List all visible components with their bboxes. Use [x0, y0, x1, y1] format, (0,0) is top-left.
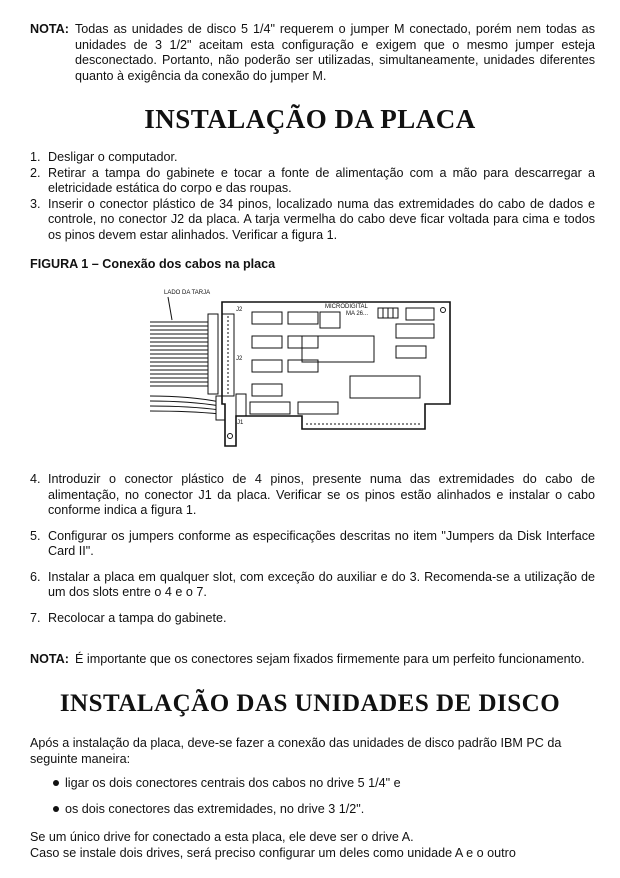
steps-list-a — [30, 150, 595, 243]
step-number: 4. — [30, 472, 41, 486]
label-j2-top: J2 — [236, 307, 243, 313]
step-item — [30, 529, 595, 560]
step-text: Recolocar a tampa do gabinete. — [48, 610, 227, 625]
step-text: Inserir o conector plástico de 34 pinos, localizado numa das extremidades do cabo de dados e controle, no conector J2 da placa. A tarja vermelha do cabo deve ficar voltada para cima e todos os pinos devem estar alinhados. Verificar a figura 1. — [48, 196, 595, 242]
bullet-text: ligar os dois conectores centrais dos cabos no drive 5 1/4" e — [65, 776, 401, 790]
step-number: 6. — [30, 569, 41, 584]
bullet-item — [53, 802, 364, 818]
step-text: Retirar a tampa do gabinete e tocar a fonte de alimentação com a mão para descarregar a eletricidade estática do corpo e das roupas. — [48, 165, 595, 195]
bullet-text: os dois conectores das extremidades, no drive 3 1/2". — [65, 802, 365, 816]
heading-instalacao-unidades: INSTALAÇÃO DAS UNIDADES DE DISCO — [59, 690, 561, 717]
note-label: NOTA: — [30, 22, 69, 36]
bullet-dot-icon — [53, 780, 59, 786]
step-text: Desligar o computador. — [48, 150, 178, 164]
step-item — [30, 472, 595, 519]
step-number: 1. — [30, 150, 41, 164]
bullet-dot-icon — [53, 806, 59, 812]
label-brand: MICRODIGITAL — [325, 304, 368, 310]
heading-instalacao-placa: INSTALAÇÃO DA PLACA — [144, 104, 476, 134]
label-j1: J1 — [237, 420, 244, 426]
step-text: Instalar a placa em qualquer slot, com exceção do auxiliar e do 3. Recomenda-se a utilização de um dos slots entre o 4 e o 7. — [48, 569, 595, 599]
note-conectores — [30, 652, 595, 668]
note-text: Todas as unidades de disco 5 1/4" requerem o jumper M conectado, porém nem todas as unidades de 3 1/2" aceitam esta configuração e exigem que o mesmo jumper esteja desconectado. Portanto, não poderão ser utilizadas, simultaneamente, unidades diferentes quanto à exigência da conexão do jumper M. — [75, 22, 595, 83]
step-text: Configurar os jumpers conforme as especificações descritas no item "Jumpers da Disk Interface Card II". — [48, 528, 595, 558]
note-jumper-m — [30, 22, 595, 84]
label-model: MA 26... — [346, 311, 369, 317]
step-number: 7. — [30, 610, 41, 625]
note-text: É importante que os conectores sejam fixados firmemente para um perfeito funcionamento. — [75, 652, 585, 666]
step-item — [30, 150, 595, 166]
step-number: 2. — [30, 165, 41, 180]
intro-paragraph: Após a instalação da placa, deve-se fazer a conexão das unidades de disco padrão IBM PC da seguinte maneira: — [30, 736, 562, 766]
step-number: 3. — [30, 196, 41, 211]
step-item — [30, 166, 595, 197]
figure-caption: FIGURA 1 – Conexão dos cabos na placa — [30, 257, 276, 271]
step-item — [30, 570, 595, 601]
board-diagram — [150, 284, 460, 449]
label-stripe-side: LADO DA TARJA — [164, 290, 211, 296]
step-number: 5. — [30, 528, 41, 543]
closing-line-2: Caso se instale dois drives, será preciso configurar um deles como unidade A e o outro — [30, 846, 516, 860]
ribbon-cable — [150, 322, 208, 386]
note-label: NOTA: — [30, 652, 69, 666]
step-text: Introduzir o conector plástico de 4 pinos, presente numa das extremidades do cabo de alimentação, no conector J1 da placa. Verificar se os pinos estão alinhados e instalar o cabo conforme indica a figura 1. — [48, 472, 595, 517]
steps-list-b — [30, 472, 595, 626]
bullet-item — [53, 776, 401, 792]
step-item — [30, 197, 595, 244]
closing-line-1: Se um único drive for conectado a esta placa, ele deve ser o drive A. — [30, 830, 414, 844]
step-item — [30, 611, 595, 627]
label-j2-side: J2 — [236, 356, 243, 362]
